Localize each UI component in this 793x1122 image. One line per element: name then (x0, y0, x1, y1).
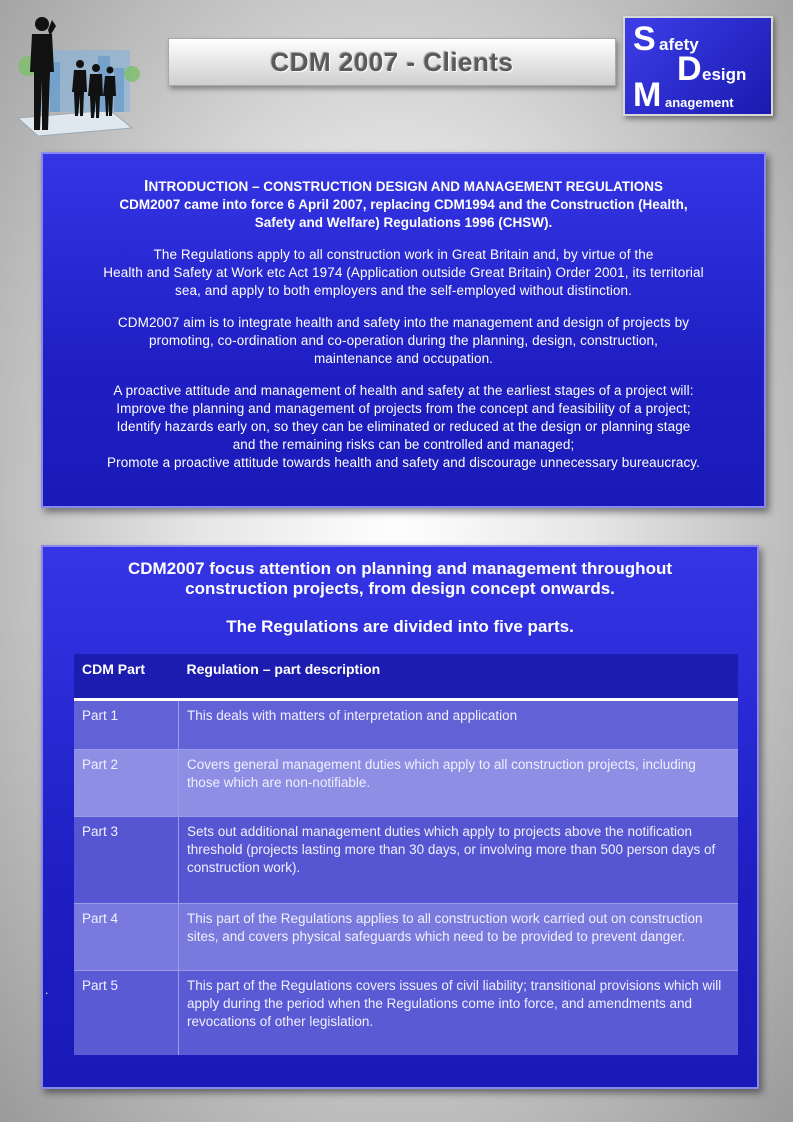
parts-subheading: The Regulations are divided into five parts. (226, 617, 574, 636)
stray-marker: . (45, 983, 49, 997)
regulation-parts-panel (41, 545, 759, 1089)
introduction-panel (41, 152, 766, 508)
introduction-paragraph-aim (51, 314, 756, 368)
part-cell: Part 4 (74, 904, 179, 971)
description-cell: This deals with matters of interpretation and application (179, 700, 739, 750)
column-header-part: CDM Part (74, 654, 179, 700)
part-cell: Part 5 (74, 971, 179, 1056)
table-header-row (74, 654, 738, 700)
column-header-description: Regulation – part description (179, 654, 739, 700)
paragraph-line: Health and Safety at Work etc Act 1974 (Application outside Great Britain) Order 2001, its territorial (103, 265, 704, 280)
table-row (74, 817, 738, 904)
description-cell: Sets out additional management duties which apply to projects above the notification threshold (projects lasting more than 30 days, or involving more than 500 person days of construction work). (179, 817, 739, 904)
page-title-bar (168, 38, 616, 86)
introduction-paragraph-scope (51, 246, 756, 300)
description-cell: Covers general management duties which apply to all construction projects, including those which are non-notifiable. (179, 750, 739, 817)
paragraph-line: Improve the planning and management of projects from the concept and feasibility of a project; (116, 401, 691, 416)
introduction-paragraph-benefits (51, 382, 756, 472)
paragraph-line: promoting, co-ordination and co-operation during the planning, design, construction, (149, 333, 658, 348)
regulation-parts-table (74, 654, 738, 1055)
paragraph-line: sea, and apply to both employers and the self-employed without distinction. (174, 283, 632, 298)
description-cell: This part of the Regulations covers issues of civil liability; transitional provisions which will apply during the period when the Regulations come into force, and amendments and revocations of other legislation. (179, 971, 739, 1056)
introduction-heading-line: Safety and Welfare) Regulations 1996 (CHSW). (254, 215, 553, 230)
description-cell: This part of the Regulations applies to all construction work carried out on construction sites, and covers physical safeguards which need to be provided to prevent danger. (179, 904, 739, 971)
logo-letter-d: D (677, 50, 702, 88)
paragraph-line: and the remaining risks can be controlled and managed; (232, 437, 575, 452)
introduction-heading-initial: I (144, 178, 149, 195)
logo-letter-m: M (633, 76, 662, 114)
focus-heading-line: construction projects, from design concept onwards. (185, 579, 615, 598)
paragraph-line: The Regulations apply to all construction work in Great Britain and, by virtue of the (153, 247, 654, 262)
logo-letter-s: S (633, 20, 656, 58)
focus-heading (53, 559, 747, 599)
business-people-illustration (10, 10, 140, 138)
focus-heading-line: CDM2007 focus attention on planning and management throughout (127, 559, 672, 578)
paragraph-line: Identify hazards early on, so they can be eliminated or reduced at the design or planning stage (116, 419, 691, 434)
table-row (74, 971, 738, 1056)
page-title: CDM 2007 - Clients (270, 46, 514, 77)
paragraph-line: maintenance and occupation. (313, 351, 494, 366)
introduction-heading-line: CDM2007 came into force 6 April 2007, replacing CDM1994 and the Construction (Health, (119, 197, 688, 212)
table-row (74, 904, 738, 971)
sdm-logo (623, 16, 773, 116)
table-row (74, 700, 738, 750)
logo-word-management: anagement (665, 95, 734, 110)
logo-word-design: esign (702, 65, 747, 84)
part-cell: Part 3 (74, 817, 179, 904)
paragraph-line: A proactive attitude and management of health and safety at the earliest stages of a project will: (113, 383, 694, 398)
introduction-heading (63, 178, 744, 232)
paragraph-line: CDM2007 aim is to integrate health and safety into the management and design of projects by (117, 315, 690, 330)
part-cell: Part 1 (74, 700, 179, 750)
paragraph-line: Promote a proactive attitude towards health and safety and discourage unnecessary bureaucracy. (107, 455, 700, 470)
introduction-heading-title: NTRODUCTION – CONSTRUCTION DESIGN AND MANAGEMENT REGULATIONS (148, 179, 663, 194)
part-cell: Part 2 (74, 750, 179, 817)
table-row (74, 750, 738, 817)
logo-word-safety: afety (659, 35, 699, 54)
